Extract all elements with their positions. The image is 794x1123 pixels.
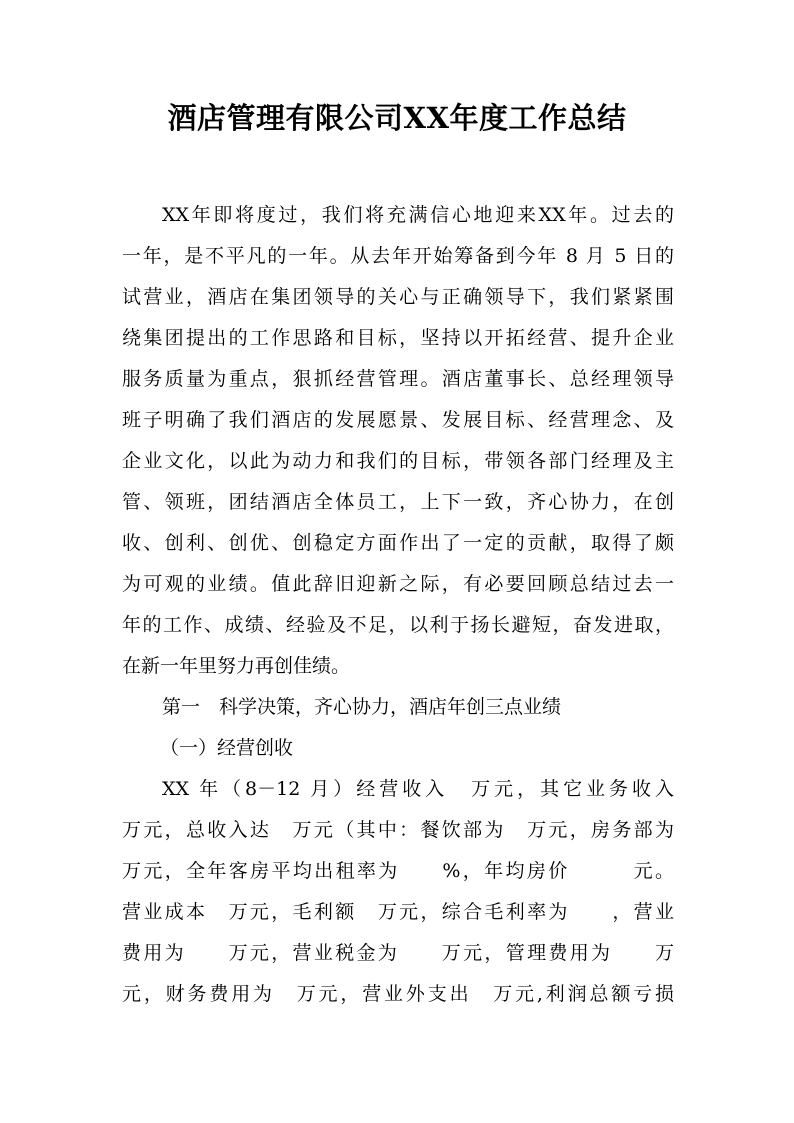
paragraph-line: 管、领班，团结酒店全体员工，上下一致，齐心协力，在创 [122, 491, 674, 513]
paragraph-line: 班子明确了我们酒店的发展愿景、发展目标、经营理念、及 [122, 409, 674, 431]
paragraph-line: 万元，全年客房平均出租率为 %，年均房价 元。 [122, 860, 674, 882]
paragraph-line: 年的工作、成绩、经验及不足，以利于扬长避短，奋发进取， [122, 614, 674, 636]
paragraph-line: 试营业，酒店在集团领导的关心与正确领导下，我们紧紧围 [122, 286, 674, 308]
document-title: 酒店管理有限公司XX年度工作总结 [167, 101, 627, 135]
document-body [122, 195, 674, 1015]
paragraph-line: 在新一年里努力再创佳绩。 [122, 655, 351, 677]
section-heading: 第一 科学决策，齐心协力，酒店年创三点业绩 [162, 696, 562, 718]
paragraph-line: 元，财务费用为 万元，营业外支出 万元,利润总额亏损 [122, 983, 674, 1005]
paragraph-line: 万元，总收入达 万元（其中：餐饮部为 万元，房务部为 [122, 819, 674, 841]
paragraph-line: 营业成本 万元，毛利额 万元，综合毛利率为 ，营业 [122, 901, 674, 923]
paragraph-line: 收、创利、创优、创稳定方面作出了一定的贡献，取得了颇 [122, 532, 674, 554]
paragraph-line: 服务质量为重点，狠抓经营管理。酒店董事长、总经理领导 [122, 368, 674, 390]
paragraph-line: 绕集团提出的工作思路和目标，坚持以开拓经营、提升企业 [122, 327, 674, 349]
paragraph-line: XX年即将度过，我们将充满信心地迎来XX年。过去的 [162, 204, 674, 226]
paragraph-line: 为可观的业绩。值此辞旧迎新之际，有必要回顾总结过去一 [122, 573, 674, 595]
paragraph-line: 费用为 万元，营业税金为 万元，管理费用为 万 [122, 942, 674, 964]
paragraph-line: XX 年（8－12 月）经营收入 万元，其它业务收入 [162, 778, 674, 800]
paragraph-line: 一年，是不平凡的一年。从去年开始筹备到今年 8 月 5 日的 [122, 245, 674, 267]
subsection-heading: （一）经营创收 [160, 737, 294, 759]
paragraph-line: 企业文化，以此为动力和我们的目标，带领各部门经理及主 [122, 450, 674, 472]
